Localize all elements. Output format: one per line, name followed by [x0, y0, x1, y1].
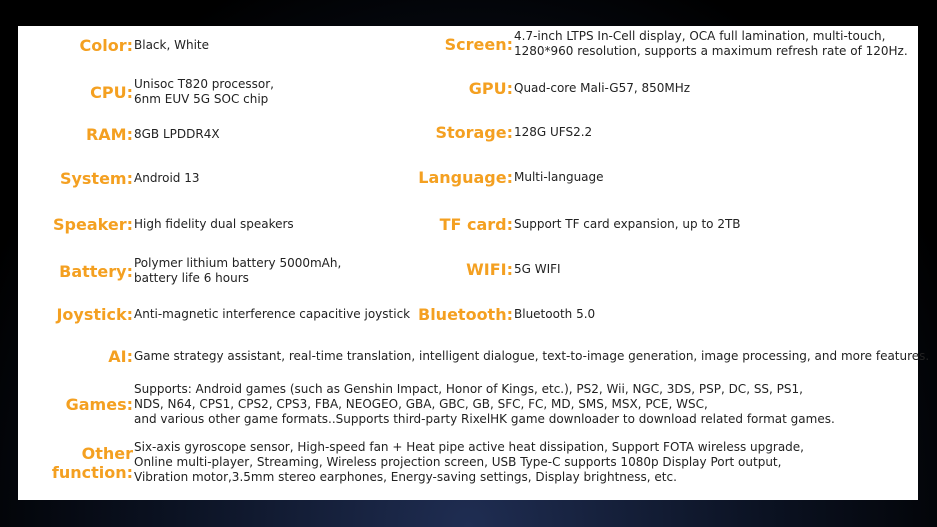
spec-joystick-value: Anti-magnetic interference capacitive joystick: [134, 307, 411, 321]
spec-speaker-value: High fidelity dual speakers: [134, 217, 294, 231]
spec-ai-value: Game strategy assistant, real-time translation, intelligent dialogue, text-to-image generation, image processing, and more features.: [134, 349, 930, 363]
spec-screen-label: Screen:: [444, 34, 513, 54]
spec-games-label: Games:: [65, 395, 133, 414]
spec-gpu: [18, 79, 690, 98]
spec-other-function-value: [133, 440, 804, 485]
spec-storage-label: Storage:: [435, 123, 513, 142]
spec-games-value: [133, 382, 835, 427]
spec-tf-card-label: TF card:: [439, 215, 513, 234]
spec-other-function-line: Online multi-player, Streaming, Wireless projection screen, USB Type-C supports 1080p Display Port output,: [134, 455, 782, 469]
spec-cpu-line: 6nm EUV 5G SOC chip: [134, 92, 269, 106]
spec-color-value: Black, White: [134, 38, 209, 52]
spec-screen-value: [513, 29, 908, 59]
spec-other-function-line: Vibration motor,3.5mm stereo earphones, Energy-saving settings, Display brightness, etc.: [134, 470, 677, 484]
spec-cpu-line: Unisoc T820 processor,: [134, 77, 274, 91]
spec-other-function-label-line: Other: [81, 443, 133, 463]
spec-battery-line: Polymer lithium battery 5000mAh,: [134, 256, 342, 270]
spec-gpu-value: Quad-core Mali-G57, 850MHz: [514, 81, 691, 95]
spec-games-line: and various other game formats..Supports third-party RixelHK game downloader to download related format games.: [134, 412, 835, 426]
spec-tf-card: [18, 215, 741, 234]
spec-screen-line: 4.7-inch LTPS In-Cell display, OCA full lamination, multi-touch,: [514, 29, 886, 43]
spec-language: [18, 168, 604, 187]
spec-ram-value: 8GB LPDDR4X: [134, 127, 220, 141]
spec-bluetooth-label: Bluetooth:: [418, 305, 513, 324]
spec-system-value: Android 13: [134, 171, 200, 185]
spec-games-line: Supports: Android games (such as Genshin Impact, Honor of Kings, etc.), PS2, Wii, NGC, 3DS, PSP, DC, SS, PS1,: [134, 382, 803, 396]
spec-games: [18, 382, 835, 427]
spec-wifi-label: WIFI:: [466, 260, 513, 279]
spec-ai-label: AI:: [108, 347, 133, 366]
spec-other-function: [18, 440, 804, 485]
spec-other-function-line: Six-axis gyroscope sensor, High-speed fan + Heat pipe active heat dissipation, Support FOTA wireless upgrade,: [134, 440, 804, 454]
spec-bluetooth: [18, 305, 595, 324]
spec-other-function-label: [18, 444, 133, 482]
spec-storage: [18, 123, 592, 142]
spec-battery-label: Battery:: [59, 261, 133, 281]
spec-sheet-card: [18, 26, 930, 500]
spec-color-label: Color:: [79, 36, 133, 55]
spec-wifi: [18, 260, 561, 279]
spec-games-line: NDS, N64, CPS1, CPS2, CPS3, FBA, NEOGEO, GBA, GBC, GB, SFC, FC, MD, SMS, MSX, PCE, WSC,: [134, 397, 708, 411]
spec-cpu-label: CPU:: [90, 82, 133, 102]
spec-joystick-label: Joystick:: [56, 305, 133, 324]
spec-screen-line: 1280*960 resolution, supports a maximum refresh rate of 120Hz.: [514, 44, 908, 58]
spec-screen: [18, 29, 908, 59]
spec-battery-line: battery life 6 hours: [134, 271, 249, 285]
spec-storage-value: 128G UFS2.2: [514, 125, 593, 139]
spec-language-label: Language:: [418, 168, 513, 187]
spec-wifi-value: 5G WIFI: [514, 262, 561, 276]
spec-speaker-label: Speaker:: [53, 215, 133, 234]
spec-system-label: System:: [59, 169, 133, 188]
spec-other-function-label-line: function:: [51, 462, 133, 482]
spec-bluetooth-value: Bluetooth 5.0: [514, 307, 596, 321]
spec-tf-card-value: Support TF card expansion, up to 2TB: [514, 217, 741, 231]
spec-ram-label: RAM:: [85, 125, 133, 144]
spec-gpu-label: GPU:: [468, 79, 513, 98]
spec-language-value: Multi-language: [514, 170, 604, 184]
spec-ai: [18, 347, 929, 366]
